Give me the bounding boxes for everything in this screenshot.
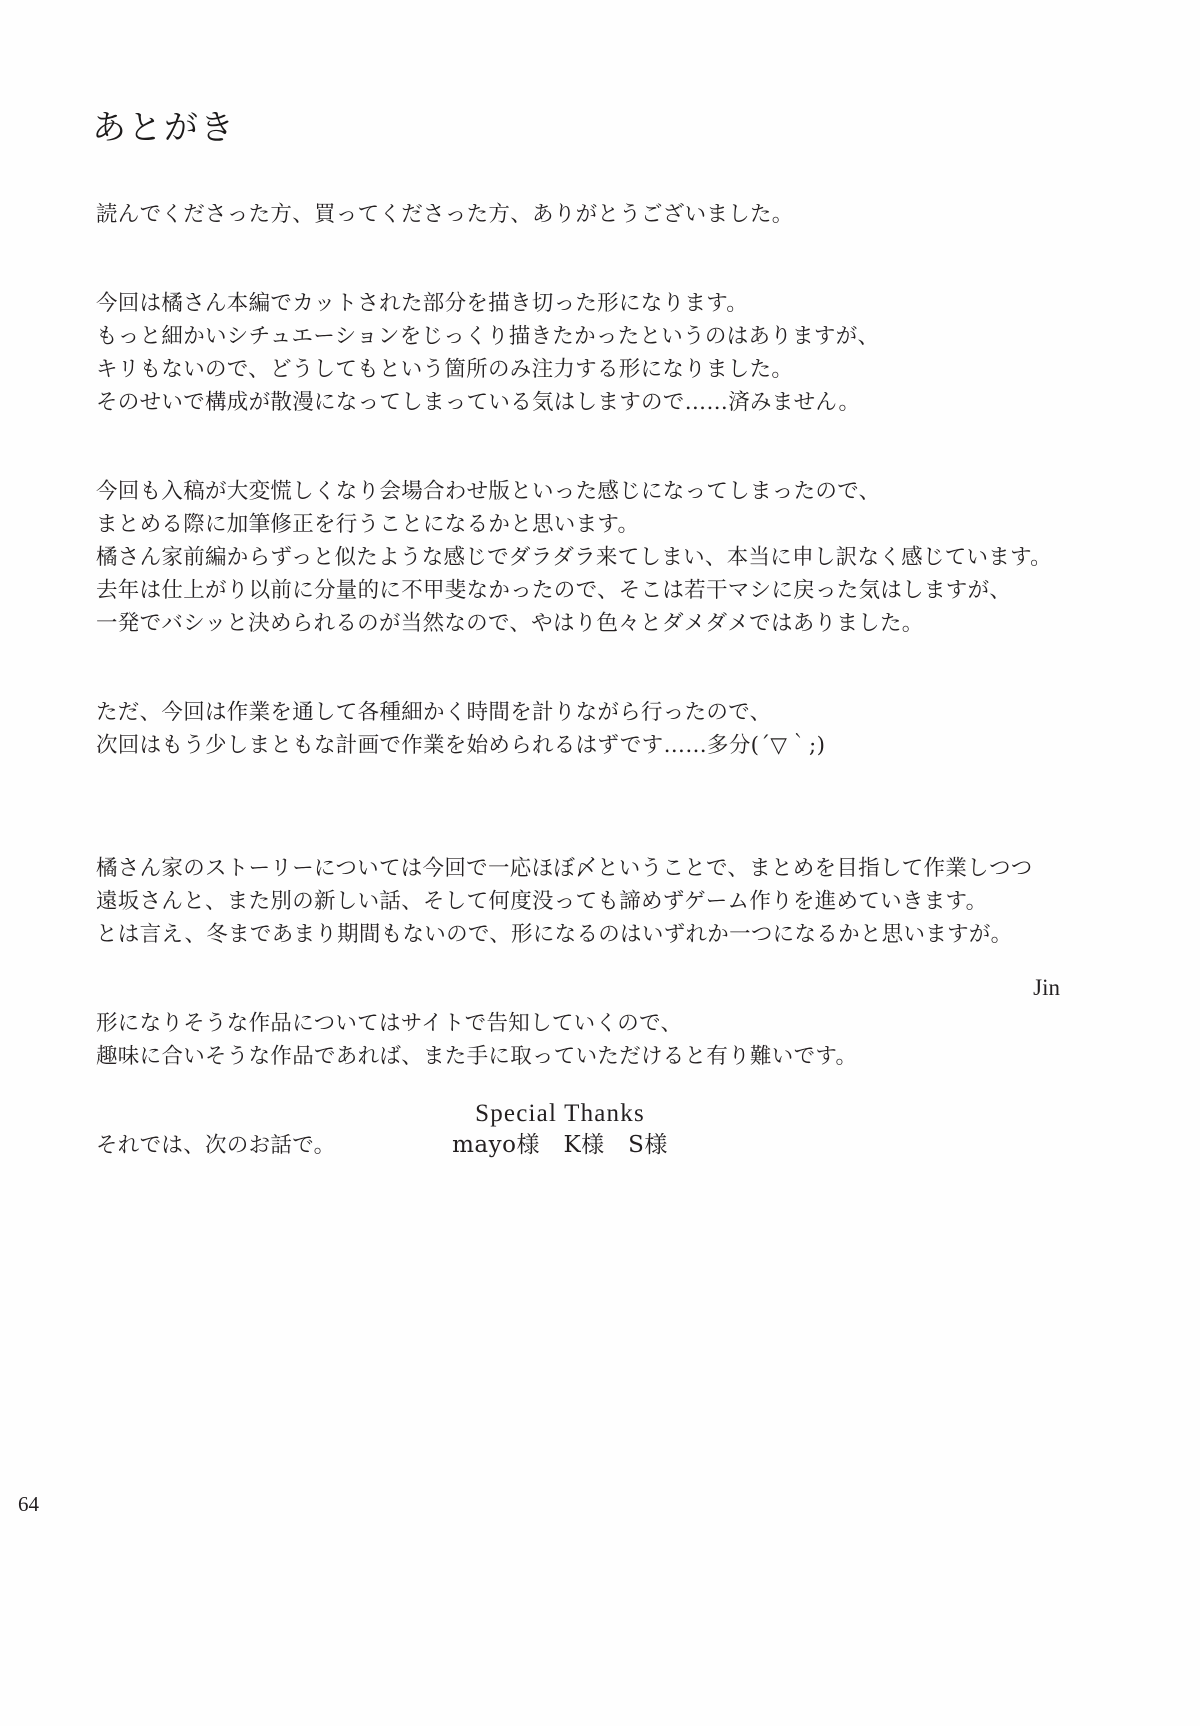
spacer xyxy=(96,662,1096,696)
paragraph-intro xyxy=(96,198,1096,231)
text-line: とは言え、冬まであまり期間もないので、形になるのはいずれか一つになるかと思いますが。 xyxy=(96,922,1013,947)
afterword-body xyxy=(96,198,1096,1184)
text-line: ただ、今回は作業を通して各種細かく時間を計りながら行ったので、 xyxy=(96,700,772,725)
text-line: 今回は橘さん本編でカットされた部分を描き切った形になります。 xyxy=(96,291,749,316)
text-line: 趣味に合いそうな作品であれば、また手に取っていただけると有り難いです。 xyxy=(96,1044,858,1069)
paragraph-schedule-plan xyxy=(96,696,1096,762)
special-thanks-title: Special Thanks xyxy=(475,1100,645,1127)
spacer xyxy=(96,441,1096,475)
spacer xyxy=(96,818,1096,852)
paragraph-deadline-apology xyxy=(96,475,1096,640)
text-line: 形になりそうな作品についてはサイトで告知していくので、 xyxy=(96,1011,683,1036)
special-thanks-names: mayo様 K様 S様 xyxy=(452,1132,668,1158)
spacer xyxy=(96,784,1096,818)
text-line: 読んでくださった方、買ってくださった方、ありがとうございました。 xyxy=(96,202,794,227)
text-line: 去年は仕上がり以前に分量的に不甲斐なかったので、そこは若干マシに戻った気はしますが、 xyxy=(96,578,1012,603)
text-line: 一発でバシッと決められるのが当然なので、やはり色々とダメダメではありました。 xyxy=(96,611,924,636)
text-line: もっと細かいシチュエーションをじっくり描きたかったというのはありますが、 xyxy=(96,324,880,349)
special-thanks-block xyxy=(0,1098,1120,1160)
text-line: 次回はもう少しまともな計画で作業を始められるはずです……多分(´▽｀;) xyxy=(96,733,826,758)
text-line: それでは、次のお話で。 xyxy=(96,1133,336,1158)
page-number: 64 xyxy=(18,1492,39,1516)
text-line: 今回も入稿が大変慌しくなり会場合わせ版といった感じになってしまったので、 xyxy=(96,479,881,504)
text-line: 橘さん家前編からずっと似たような感じでダラダラ来てしまい、本当に申し訳なく感じています。 xyxy=(96,545,1052,570)
text-line: まとめる際に加筆修正を行うことになるかと思います。 xyxy=(96,512,640,537)
spacer xyxy=(96,253,1096,287)
text-line: キリもないので、どうしてもという箇所のみ注力する形になりました。 xyxy=(96,357,794,382)
author-signature: Jin xyxy=(1033,975,1060,1000)
text-line: 遠坂さんと、また別の新しい話、そして何度没っても諦めずゲーム作りを進めていきます。 xyxy=(96,889,988,914)
paragraph-site-announcement xyxy=(96,1007,1096,1073)
paragraph-future-works xyxy=(96,852,1096,951)
text-line: そのせいで構成が散漫になってしまっている気はしますので……済みません。 xyxy=(96,390,861,415)
page-title: あとがき xyxy=(92,108,236,148)
text-line: 橘さん家のストーリーについては今回で一応ほぼ〆ということで、まとめを目指して作業しつつ xyxy=(96,856,1033,881)
paragraph-about-this-work xyxy=(96,287,1096,419)
